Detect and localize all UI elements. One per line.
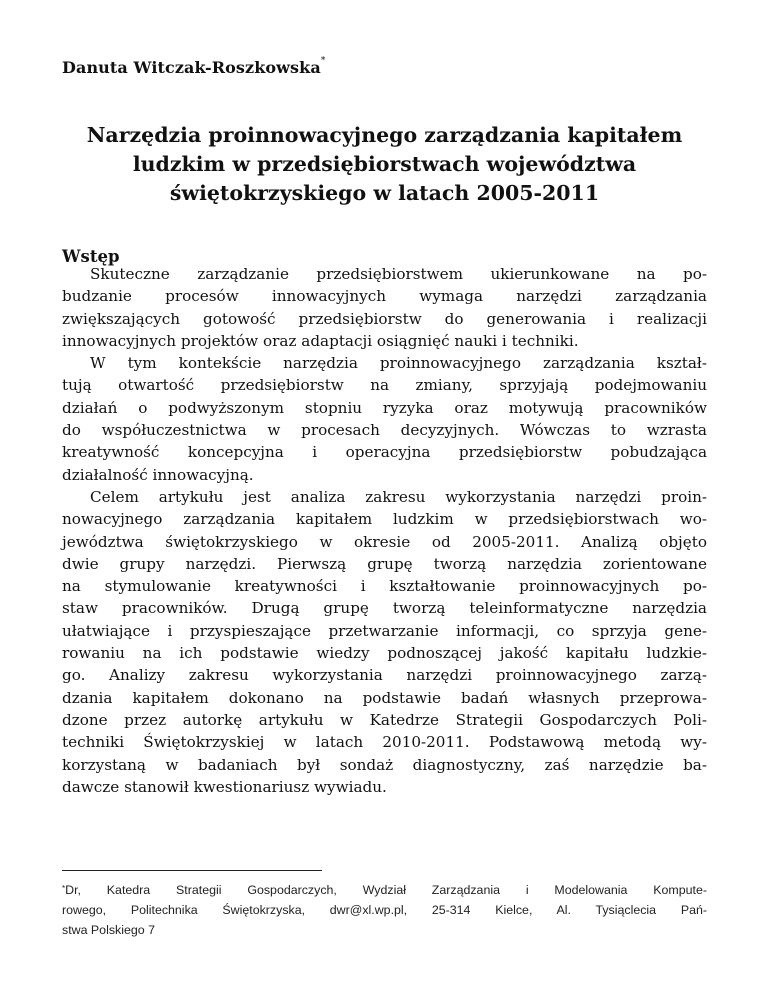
body-line: Skuteczne zarządzanie przedsiębiorstwem ukierunkowane na po- [90, 265, 707, 283]
title-line: świętokrzyskiego w latach 2005-2011 [169, 181, 600, 205]
title-line: ludzkim w przedsiębiorstwach województwa [132, 152, 637, 176]
body-line: dawcze stanowił kwestionariusz wywiadu. [62, 777, 387, 796]
body-line: Celem artykułu jest analiza zakresu wykorzystania narzędzi proin- [90, 487, 707, 506]
footnote-line [62, 880, 707, 900]
section-body [62, 263, 707, 798]
body-line: na stymulowanie kreatywności i kształtowanie proinnowacyjnych po- [62, 577, 707, 596]
body-line: dzone przez autorkę artykułu w Katedrze Strategii Gospodarczych Poli- [62, 710, 707, 729]
author-name [62, 58, 325, 77]
body-line: dzania kapitałem dokonano na podstawie badań własnych przeprowa- [62, 688, 707, 707]
section-heading: Wstęp [62, 247, 120, 266]
body-line: tują otwartość przedsiębiorstw na zmiany, sprzyjają podejmowaniu [62, 376, 707, 395]
body-line: działalność innowacyjną. [62, 465, 254, 484]
footnote-line: stwa Polskiego 7 [62, 923, 155, 937]
body-line: techniki Świętokrzyskiej w latach 2010-2011. Podstawową metodą wy- [62, 733, 707, 752]
body-line: budzanie procesów innowacyjnych wymaga narzędzi zarządzania [62, 287, 707, 306]
footnote-line: rowego, Politechnika Świętokrzyska, dwr@xl.wp.pl, 25-314 Kielce, Al. Tysiąclecia Pań- [62, 903, 707, 917]
body-line: staw pracowników. Drugą grupę tworzą teleinformatyczne narzędzia [62, 599, 707, 618]
body-line: ułatwiające i przyspieszające przetwarzanie informacji, co sprzyja gene- [62, 621, 707, 640]
title-line: Narzędzia proinnowacyjnego zarządzania kapitałem [86, 123, 683, 147]
footnote [62, 880, 707, 940]
article-title [62, 121, 707, 208]
author-name-text: Danuta Witczak-Roszkowska [62, 58, 321, 77]
footnote-divider [62, 870, 322, 871]
author-footnote-mark: * [320, 56, 326, 66]
body-line: W tym kontekście narzędzia proinnowacyjnego zarządzania kształ- [90, 354, 707, 373]
body-line: nowacyjnego zarządzania kapitałem ludzkim w przedsiębiorstwach wo- [62, 510, 707, 529]
footnote-line-text: Dr, Katedra Strategii Gospodarczych, Wydział Zarządzania i Modelowania Kompute- [65, 883, 707, 897]
body-line: działań o podwyższonym stopniu ryzyka oraz motywują pracowników [62, 398, 707, 417]
body-line: jewództwa świętokrzyskiego w okresie od 2005-2011. Analizą objęto [62, 532, 707, 551]
body-line: zwiększających gotowość przedsiębiorstw do generowania i realizacji [62, 309, 707, 328]
body-line: dwie grupy narzędzi. Pierwszą grupę tworzą narzędzia zorientowane [62, 554, 707, 573]
body-line: go. Analizy zakresu wykorzystania narzędzi proinnowacyjnego zarzą- [62, 666, 707, 685]
body-line: kreatywność koncepcyjna i operacyjna przedsiębiorstw pobudzająca [62, 443, 707, 462]
footnote-mark: * [62, 884, 66, 893]
body-line: korzystaną w badaniach był sondaż diagnostyczny, zaś narzędzie ba- [62, 755, 707, 774]
body-line: do współuczestnictwa w procesach decyzyjnych. Wówczas to wzrasta [62, 421, 707, 440]
body-line: innowacyjnych projektów oraz adaptacji osiągnięć nauki i techniki. [62, 331, 579, 350]
body-line: rowaniu na ich podstawie wiedzy podnoszącej jakość kapitału ludzkie- [62, 644, 707, 663]
